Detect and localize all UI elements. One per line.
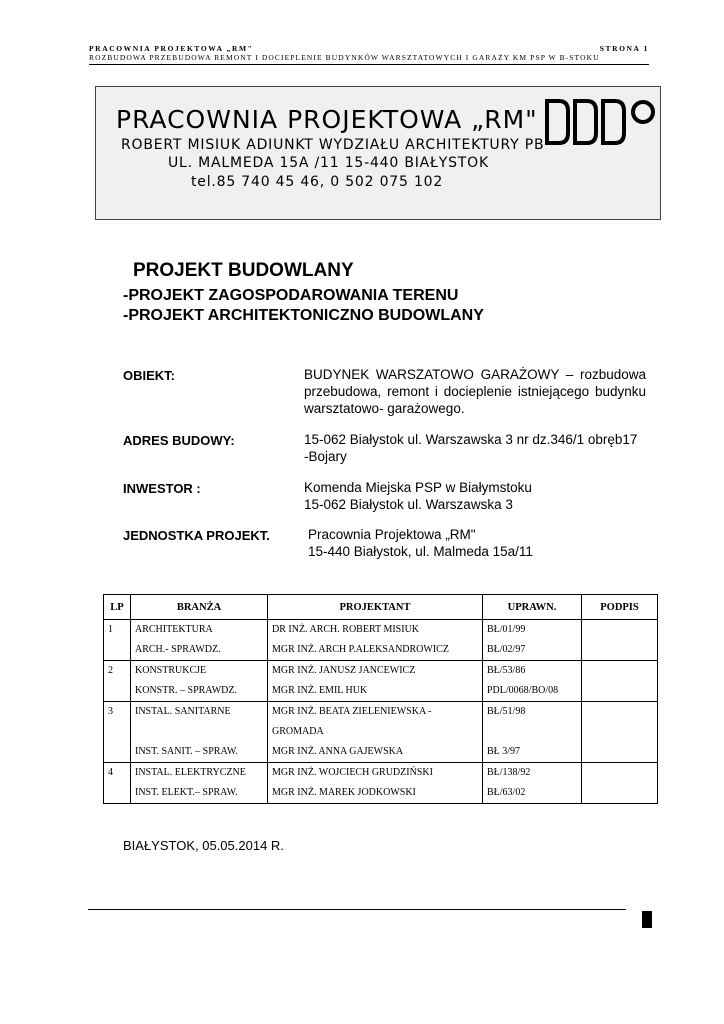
document-subtitle-2: -PROJEKT ARCHITEKTONICZNO BUDOWLANY [123,307,484,324]
table-row [104,702,658,763]
inwestor-line-2: 15-062 Białystok ul. Warszawska 3 [304,497,513,512]
design-team-table [103,594,658,804]
cell-podpis [582,661,658,702]
document-title: PROJEKT BUDOWLANY [133,260,354,281]
inwestor-label: INWESTOR : [123,481,201,496]
jednostka-value [308,526,650,560]
running-header [89,44,649,53]
running-header-subtitle: ROZBUDOWA PRZEBUDOWA REMONT I DOCIEPLENIE BUDYNKÓW WARSZTATOWYCH I GARAŻY KM PSP W B-STOKU [89,53,600,62]
jednostka-line-2: 15-440 Białystok, ul. Malmeda 15a/11 [308,544,533,559]
office-phone: tel.85 740 45 46, 0 502 075 102 [191,174,444,190]
cell-uprawn: BŁ/138/92 BŁ/63/02 [483,763,582,804]
office-name: PRACOWNIA PROJEKTOWA „RM" [116,105,538,134]
footer-block-mark [642,911,652,928]
office-address: UL. MALMEDA 15A /11 15-440 BIAŁYSTOK [168,155,489,171]
adres-line-1: 15-062 Białystok ul. Warszawska 3 nr dz.346/1 obręb17 [304,432,638,447]
running-header-left: PRACOWNIA PROJEKTOWA „RM" [89,44,254,53]
table-row [104,661,658,702]
cell-podpis [582,702,658,763]
table-header-row [104,595,658,620]
col-header-projektant: PROJEKTANT [268,595,483,620]
cell-branza: ARCHITEKTURA ARCH.- SPRAWDZ. [131,620,268,661]
page-number: STRONA 1 [599,44,649,53]
cell-uprawn: BŁ/51/98 BŁ 3/97 [483,702,582,763]
rm-logo-icon [542,97,658,149]
place-and-date: BIAŁYSTOK, 05.05.2014 R. [123,838,284,853]
cell-lp: 1 [104,620,131,661]
cell-branza: INSTAL. SANITARNE INST. SANIT. – SPRAW. [131,702,268,763]
cell-projektant: DR INŻ. ARCH. ROBERT MISIUK MGR INŻ. ARCH P.ALEKSANDROWICZ [268,620,483,661]
col-header-uprawn: UPRAWN. [483,595,582,620]
office-stamp-box [95,86,661,220]
cell-podpis [582,763,658,804]
jednostka-label: JEDNOSTKA PROJEKT. [123,528,270,543]
office-owner: ROBERT MISIUK ADIUNKT WYDZIAŁU ARCHITEKTURY PB [121,137,545,153]
cell-uprawn: BŁ/53/86 PDL/0068/BO/08 [483,661,582,702]
inwestor-line-1: Komenda Miejska PSP w Białymstoku [304,480,532,495]
cell-lp: 4 [104,763,131,804]
col-header-lp: LP [104,595,131,620]
cell-projektant: MGR INŻ. JANUSZ JANCEWICZ MGR INŻ. EMIL HUK [268,661,483,702]
obiekt-label: OBIEKT: [123,368,175,383]
cell-projektant: MGR INŻ. BEATA ZIELENIEWSKA - GROMADA MGR INŻ. ANNA GAJEWSKA [268,702,483,763]
cell-projektant: MGR INŻ. WOJCIECH GRUDZIŃSKI MGR INŻ. MAREK JODKOWSKI [268,763,483,804]
table-row [104,763,658,804]
jednostka-line-1: Pracownia Projektowa „RM" [308,527,476,542]
col-header-podpis: PODPIS [582,595,658,620]
adres-value [304,431,646,465]
col-header-branza: BRANŻA [131,595,268,620]
table-row [104,620,658,661]
adres-label: ADRES BUDOWY: [123,433,235,448]
cell-branza: KONSTRUKCJE KONSTR. – SPRAWDZ. [131,661,268,702]
cell-podpis [582,620,658,661]
cell-lp: 2 [104,661,131,702]
adres-line-2: -Bojary [304,449,347,464]
inwestor-value [304,479,646,513]
obiekt-value: BUDYNEK WARSZATOWO GARAŻOWY – rozbudowa przebudowa, remont i docieplenie istniejącego budynku warsztatowo- garażowego. [304,367,646,416]
cell-uprawn: BŁ/01/99 BŁ/02/97 [483,620,582,661]
header-divider [89,64,649,65]
cell-branza: INSTAL. ELEKTRYCZNE INST. ELEKT.– SPRAW. [131,763,268,804]
document-subtitle-1: -PROJEKT ZAGOSPODAROWANIA TERENU [123,287,459,304]
cell-lp: 3 [104,702,131,763]
footer-divider [88,909,626,910]
